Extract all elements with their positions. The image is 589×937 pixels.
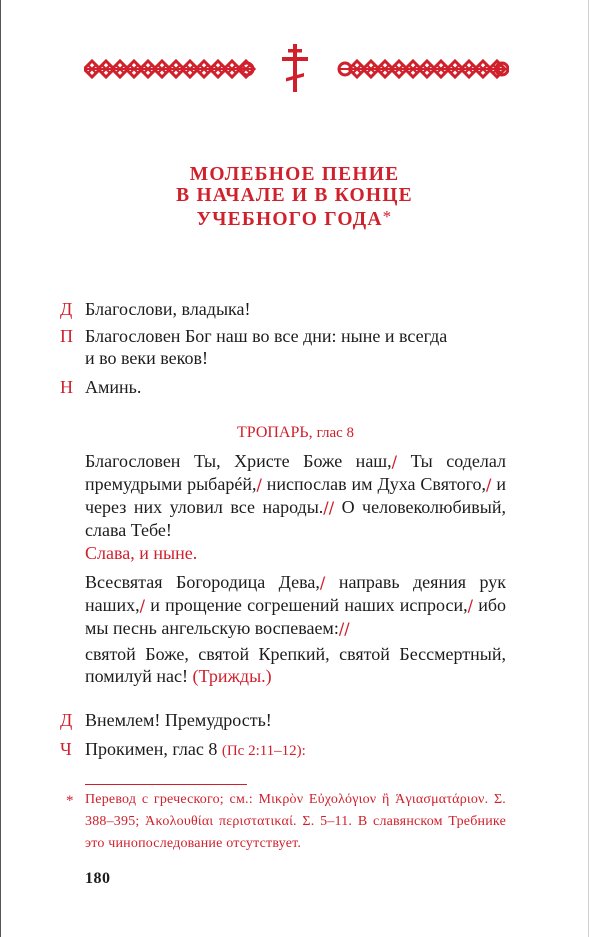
speaker-marker-deacon: Д bbox=[60, 299, 73, 319]
verse1-phrase-1: Благословен Ты, Христе Боже наш, bbox=[85, 451, 392, 471]
verse2-phrase-2: направь деяния рук наших, bbox=[85, 572, 506, 615]
exchange-priest-response bbox=[85, 325, 506, 369]
speaker-marker-priest: П bbox=[60, 326, 73, 346]
double-separator: // bbox=[323, 498, 335, 517]
troparion-tone: глас 8 bbox=[316, 425, 355, 441]
verse1-phrase-2: Ты соделал премудрыми рыбарéй, bbox=[85, 451, 506, 494]
exchange-priest-line-1: Благословен Бог наш во все дни: ныне и всегда bbox=[85, 326, 448, 346]
troparion-heading-label: ТРОПАРЬ, bbox=[236, 424, 313, 441]
single-separator: / bbox=[256, 475, 262, 494]
single-separator: / bbox=[467, 596, 473, 615]
double-separator: // bbox=[338, 619, 350, 638]
header-ornament bbox=[84, 44, 509, 94]
verse2-phrase-3: и прощение согрешений наших испроси, bbox=[150, 595, 468, 615]
troparion-verse-3 bbox=[85, 643, 506, 687]
single-separator: / bbox=[391, 452, 398, 471]
single-separator: / bbox=[319, 573, 326, 592]
footnote-rule bbox=[85, 784, 247, 785]
exchange-people-amen: Аминь. bbox=[85, 377, 142, 397]
psalm-reference: (Пс 2:11–12): bbox=[221, 743, 306, 759]
verse2-phrase-1: Всесвятая Богородица Дева, bbox=[85, 572, 320, 592]
footnote-text: Перевод с греческого; см.: Μικρὸν Εὐχολόγιον ἢ Ἁγιασματάριον. Σ. 388–395; Ἀκολουθίαι περιστατικαί. Σ. 5–11. В славянском Требнике это чинопоследование отсутствует. bbox=[85, 792, 506, 851]
verse3-text: святой Боже, святой Крепкий, святой Бессмертный, помилуй нас! bbox=[85, 644, 506, 686]
single-separator: / bbox=[139, 596, 146, 615]
page-number: 180 bbox=[85, 870, 111, 887]
speaker-marker-reader: Ч bbox=[60, 739, 72, 759]
title-line-1: МОЛЕБНОЕ ПЕНИЕ bbox=[189, 164, 400, 185]
thrice-rubric: (Трижды.) bbox=[192, 666, 272, 686]
verse1-phrase-3: ниспослав им Духа Святого, bbox=[266, 474, 487, 494]
exchange-priest-line-2: и во веки веков! bbox=[85, 348, 208, 368]
orthodox-cross-icon bbox=[282, 44, 308, 92]
verse1-phrase-5: О человеколюбивый, слава Тебе! bbox=[85, 497, 506, 540]
speaker-marker-deacon-2: Д bbox=[60, 710, 73, 730]
title-line-3-text: УЧЕБНОГО ГОДА bbox=[196, 209, 383, 230]
closing-wisdom: Внемлем! Премудрость! bbox=[85, 710, 272, 730]
verse1-phrase-4: и через них уловил все народы. bbox=[85, 474, 506, 517]
footnote-ref-asterisk[interactable]: * bbox=[382, 207, 393, 226]
glory-rubric: Слава, и ныне. bbox=[85, 543, 198, 563]
prokeimenon-text: Прокимен, глас 8 bbox=[85, 739, 218, 759]
title-line-2: В НАЧАЛЕ И В КОНЦЕ bbox=[176, 185, 413, 206]
knot-band-right-icon bbox=[339, 61, 509, 77]
footnote-marker: * bbox=[66, 793, 74, 809]
troparion-heading bbox=[0, 423, 589, 443]
page-title bbox=[0, 164, 589, 230]
troparion-verse-2 bbox=[85, 571, 506, 640]
troparion-verse-1 bbox=[85, 450, 506, 541]
single-separator: / bbox=[486, 475, 492, 494]
closing-prokeimenon bbox=[85, 738, 506, 762]
knot-band-left-icon bbox=[84, 61, 254, 77]
page-edge-left bbox=[0, 0, 1, 937]
exchange-deacon-blessing: Благослови, владыка! bbox=[85, 299, 251, 319]
speaker-marker-people: Н bbox=[60, 377, 73, 397]
title-line-3 bbox=[0, 206, 589, 230]
verse2-phrase-4: ибо мы песнь ангельскую воспеваем: bbox=[85, 595, 507, 638]
